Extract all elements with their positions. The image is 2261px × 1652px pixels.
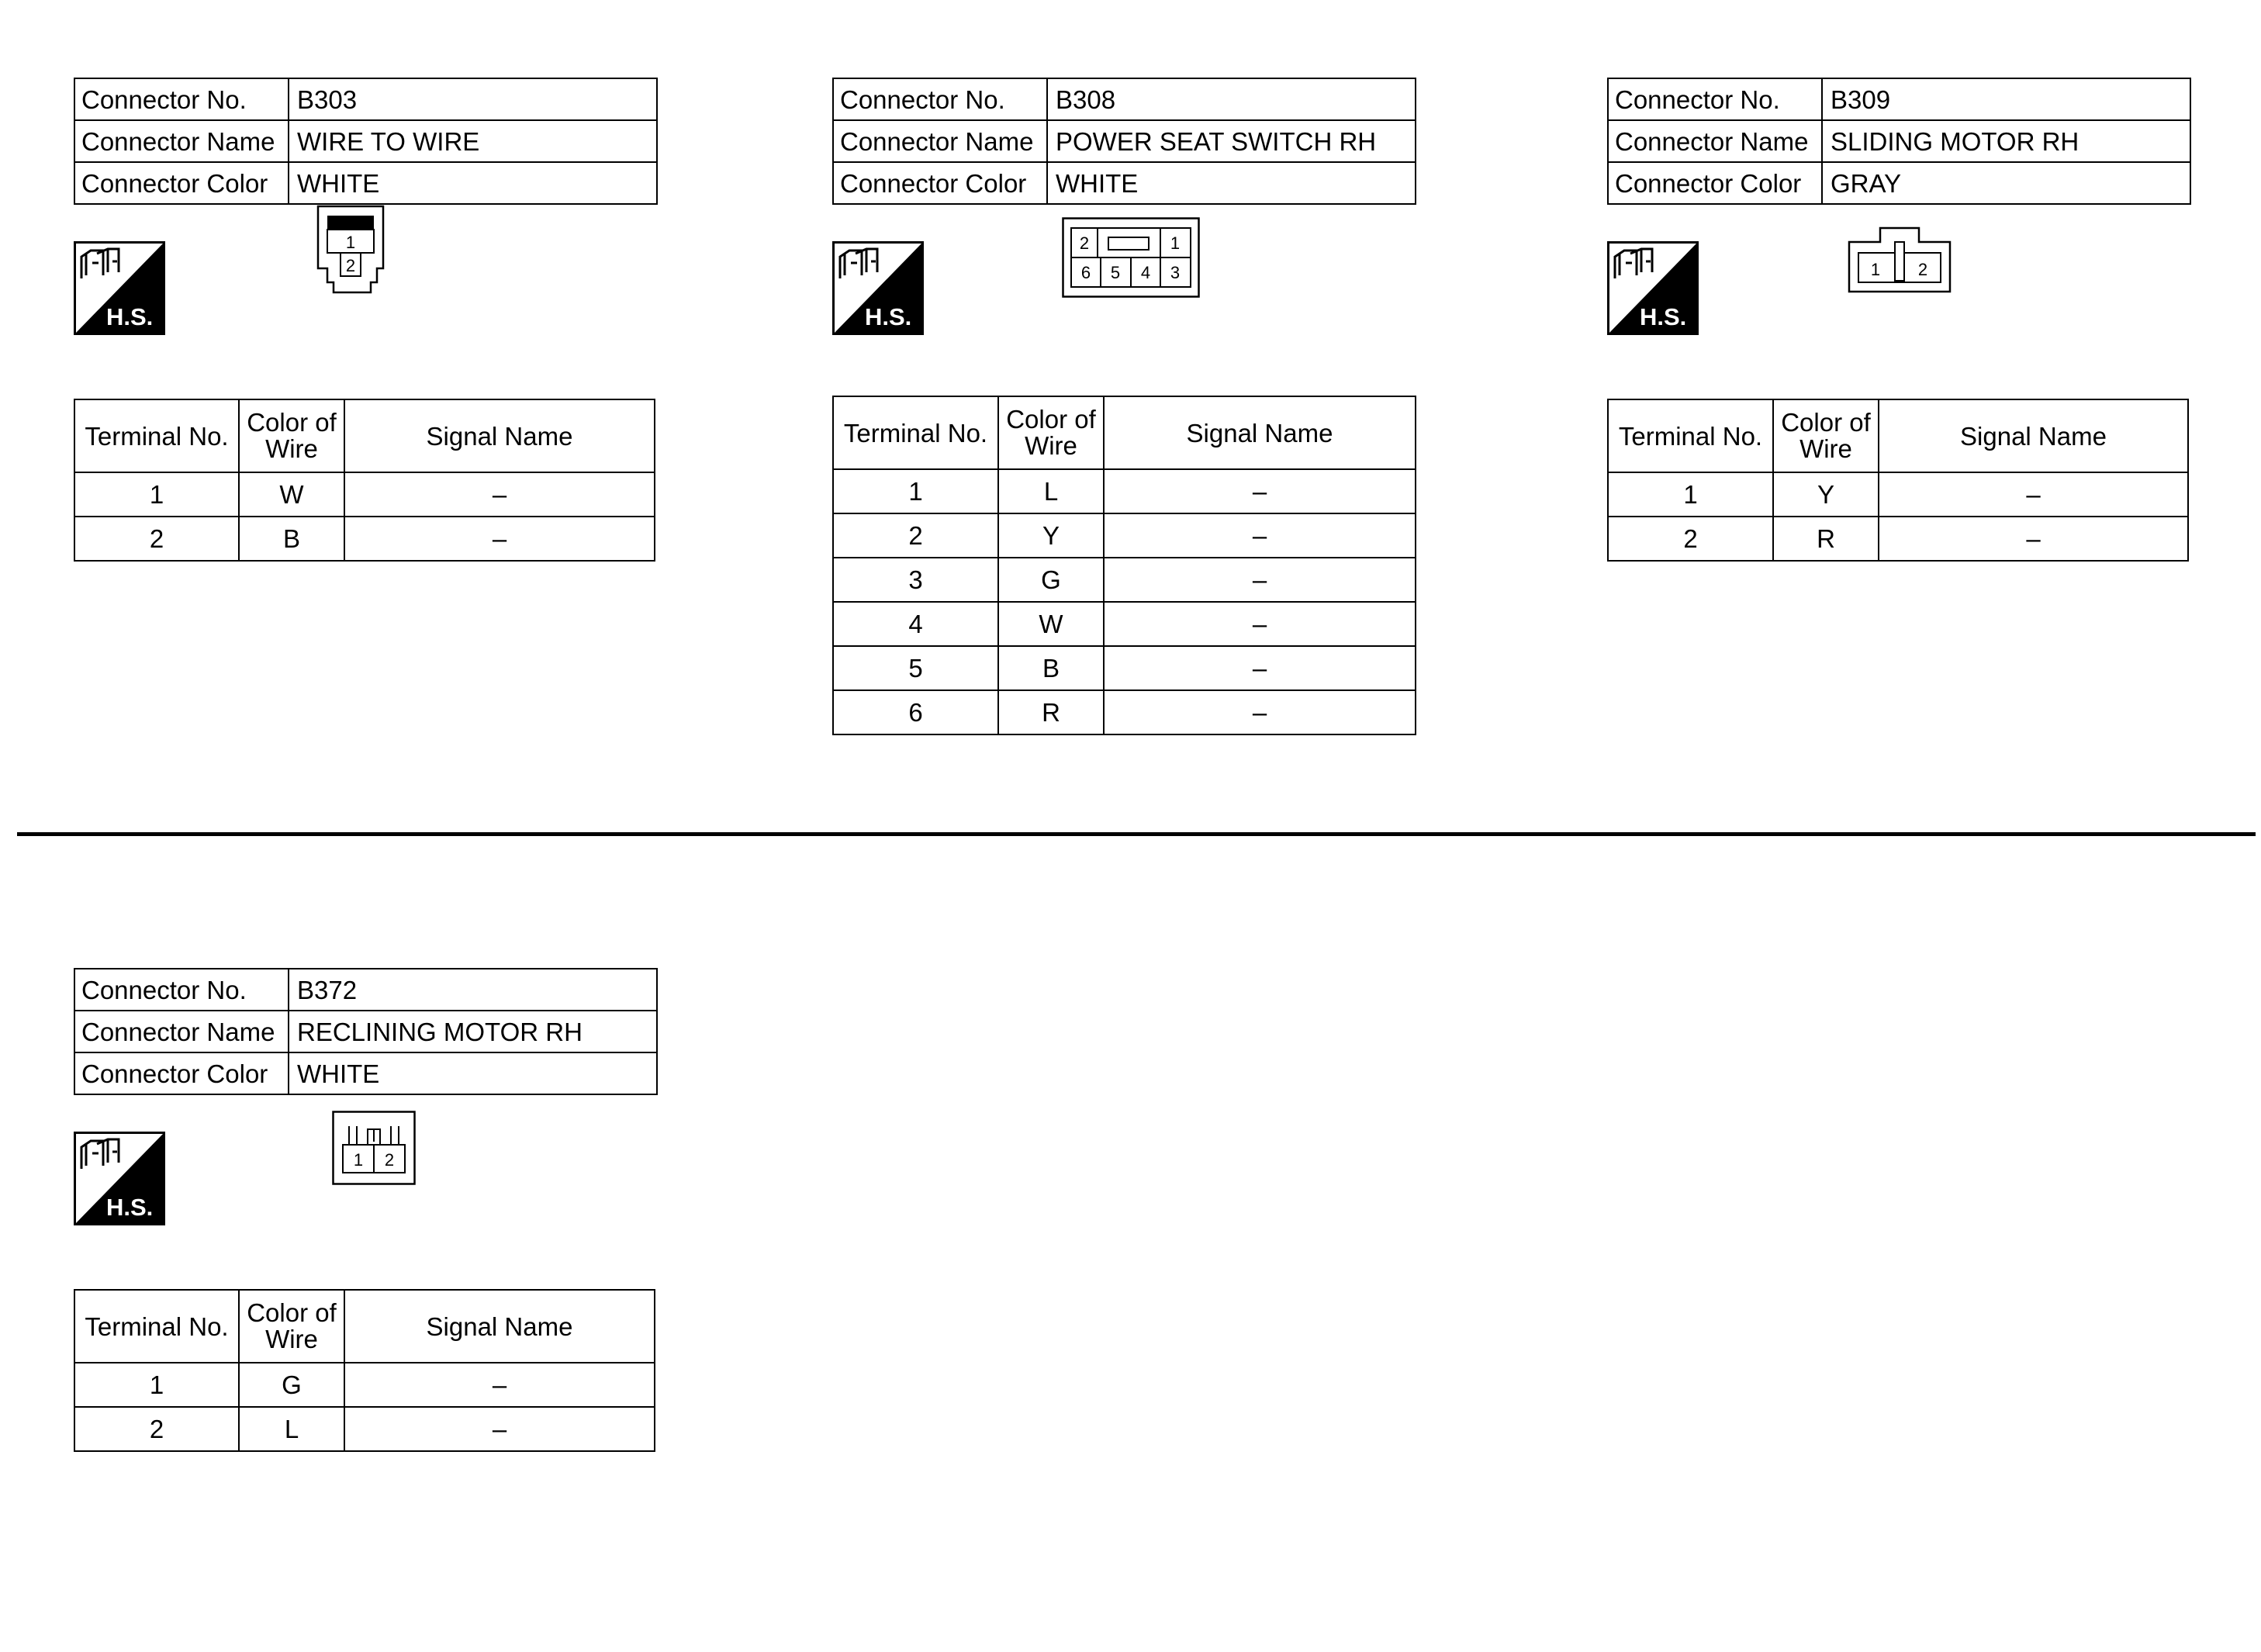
table-row xyxy=(74,517,655,561)
terminal-table xyxy=(74,1289,655,1452)
pin-label: 1 xyxy=(1870,260,1881,279)
table-row xyxy=(74,472,655,517)
connector-no-label: Connector No. xyxy=(833,78,1047,120)
signal-name-cell: – xyxy=(344,472,655,517)
wire-color-cell: B xyxy=(239,517,344,561)
table-row xyxy=(74,1363,655,1407)
table-row xyxy=(833,558,1416,602)
connector-block-b372 xyxy=(74,968,663,1452)
connector-face-icon xyxy=(316,205,386,294)
pin-label: 5 xyxy=(1110,263,1121,282)
connector-name-label: Connector Name xyxy=(74,1011,289,1052)
connector-color-value: WHITE xyxy=(289,162,657,204)
wire-color-cell: L xyxy=(239,1407,344,1451)
connector-color-value: WHITE xyxy=(1047,162,1416,204)
pin-label: 2 xyxy=(1079,233,1090,253)
connector-block-b303 xyxy=(74,78,663,562)
table-row xyxy=(833,646,1416,690)
connector-name-value: RECLINING MOTOR RH xyxy=(289,1011,657,1052)
signal-name-cell: – xyxy=(1104,646,1416,690)
connector-no-label: Connector No. xyxy=(74,969,289,1011)
terminal-no-cell: 4 xyxy=(833,602,998,646)
pin-label: 2 xyxy=(384,1150,395,1170)
terminal-table xyxy=(74,399,655,562)
connector-color-label: Connector Color xyxy=(1608,162,1822,204)
pin-label: 4 xyxy=(1140,263,1151,282)
terminal-no-cell: 2 xyxy=(74,1407,239,1451)
table-row xyxy=(833,469,1416,513)
signal-name-cell: – xyxy=(344,517,655,561)
connector-name-value: POWER SEAT SWITCH RH xyxy=(1047,120,1416,162)
table-row xyxy=(833,513,1416,558)
connector-no-value: B303 xyxy=(289,78,657,120)
terminal-no-header: Terminal No. xyxy=(1608,399,1773,472)
wire-color-cell: W xyxy=(239,472,344,517)
pin-label: 3 xyxy=(1170,263,1181,282)
wire-color-cell: Y xyxy=(1773,472,1879,517)
connector-no-value: B372 xyxy=(289,969,657,1011)
terminal-no-cell: 1 xyxy=(833,469,998,513)
signal-name-cell: – xyxy=(1879,472,2188,517)
table-row xyxy=(1608,472,2188,517)
signal-name-header: Signal Name xyxy=(1879,399,2188,472)
color-of-wire-header: Color of Wire xyxy=(239,399,344,472)
signal-name-cell: – xyxy=(1104,690,1416,734)
connector-no-value: B309 xyxy=(1822,78,2190,120)
signal-name-cell: – xyxy=(344,1407,655,1451)
connector-face-icon xyxy=(1062,217,1200,298)
signal-name-header: Signal Name xyxy=(344,1290,655,1363)
table-row xyxy=(74,1407,655,1451)
hs-badge-text: H.S. xyxy=(865,303,912,330)
wire-color-cell: W xyxy=(998,602,1104,646)
connector-no-value: B308 xyxy=(1047,78,1416,120)
section-divider xyxy=(17,832,2256,836)
harness-side-icon xyxy=(74,1132,165,1225)
connector-color-label: Connector Color xyxy=(74,1052,289,1094)
wire-color-cell: Y xyxy=(998,513,1104,558)
connector-name-value: WIRE TO WIRE xyxy=(289,120,657,162)
signal-name-cell: – xyxy=(1104,469,1416,513)
connector-info-table xyxy=(1607,78,2191,205)
connector-no-label: Connector No. xyxy=(1608,78,1822,120)
signal-name-cell: – xyxy=(344,1363,655,1407)
terminal-no-cell: 3 xyxy=(833,558,998,602)
pin-label: 2 xyxy=(1917,260,1928,279)
connector-name-label: Connector Name xyxy=(74,120,289,162)
terminal-no-cell: 6 xyxy=(833,690,998,734)
terminal-no-header: Terminal No. xyxy=(74,1290,239,1363)
harness-side-icon xyxy=(74,241,165,335)
wire-color-cell: R xyxy=(1773,517,1879,561)
pin-label: 1 xyxy=(345,233,356,252)
pin-label: 2 xyxy=(345,256,356,275)
hs-badge-text: H.S. xyxy=(106,1194,154,1221)
connector-block-b309 xyxy=(1607,78,2197,562)
terminal-no-cell: 2 xyxy=(833,513,998,558)
terminal-no-cell: 1 xyxy=(74,1363,239,1407)
wire-color-cell: G xyxy=(239,1363,344,1407)
table-row xyxy=(833,602,1416,646)
connector-info-table xyxy=(832,78,1416,205)
wire-color-cell: B xyxy=(998,646,1104,690)
connector-face-icon xyxy=(332,1111,416,1185)
terminal-table xyxy=(832,396,1416,735)
connector-color-label: Connector Color xyxy=(74,162,289,204)
signal-name-cell: – xyxy=(1104,558,1416,602)
signal-name-header: Signal Name xyxy=(344,399,655,472)
color-of-wire-header: Color of Wire xyxy=(1773,399,1879,472)
table-row xyxy=(833,690,1416,734)
terminal-no-cell: 1 xyxy=(1608,472,1773,517)
hs-badge-text: H.S. xyxy=(106,303,154,330)
connector-face-icon xyxy=(1848,226,1952,293)
terminal-no-header: Terminal No. xyxy=(833,396,998,469)
harness-side-icon xyxy=(832,241,924,335)
harness-side-icon xyxy=(1607,241,1699,335)
pin-label: 1 xyxy=(1170,233,1181,253)
terminal-no-cell: 1 xyxy=(74,472,239,517)
pin-label: 1 xyxy=(353,1150,364,1170)
pin-label: 6 xyxy=(1080,263,1091,282)
connector-info-table xyxy=(74,78,658,205)
connector-name-label: Connector Name xyxy=(1608,120,1822,162)
wire-color-cell: L xyxy=(998,469,1104,513)
hs-badge-text: H.S. xyxy=(1640,303,1687,330)
color-of-wire-header: Color of Wire xyxy=(239,1290,344,1363)
signal-name-header: Signal Name xyxy=(1104,396,1416,469)
terminal-no-header: Terminal No. xyxy=(74,399,239,472)
signal-name-cell: – xyxy=(1879,517,2188,561)
color-of-wire-header: Color of Wire xyxy=(998,396,1104,469)
terminal-no-cell: 2 xyxy=(1608,517,1773,561)
wire-color-cell: G xyxy=(998,558,1104,602)
connector-color-label: Connector Color xyxy=(833,162,1047,204)
terminal-no-cell: 2 xyxy=(74,517,239,561)
connector-name-label: Connector Name xyxy=(833,120,1047,162)
connector-color-value: GRAY xyxy=(1822,162,2190,204)
terminal-no-cell: 5 xyxy=(833,646,998,690)
connector-block-b308 xyxy=(832,78,1422,735)
connector-name-value: SLIDING MOTOR RH xyxy=(1822,120,2190,162)
wire-color-cell: R xyxy=(998,690,1104,734)
signal-name-cell: – xyxy=(1104,513,1416,558)
table-row xyxy=(1608,517,2188,561)
connector-info-table xyxy=(74,968,658,1095)
terminal-table xyxy=(1607,399,2189,562)
connector-color-value: WHITE xyxy=(289,1052,657,1094)
connector-no-label: Connector No. xyxy=(74,78,289,120)
signal-name-cell: – xyxy=(1104,602,1416,646)
